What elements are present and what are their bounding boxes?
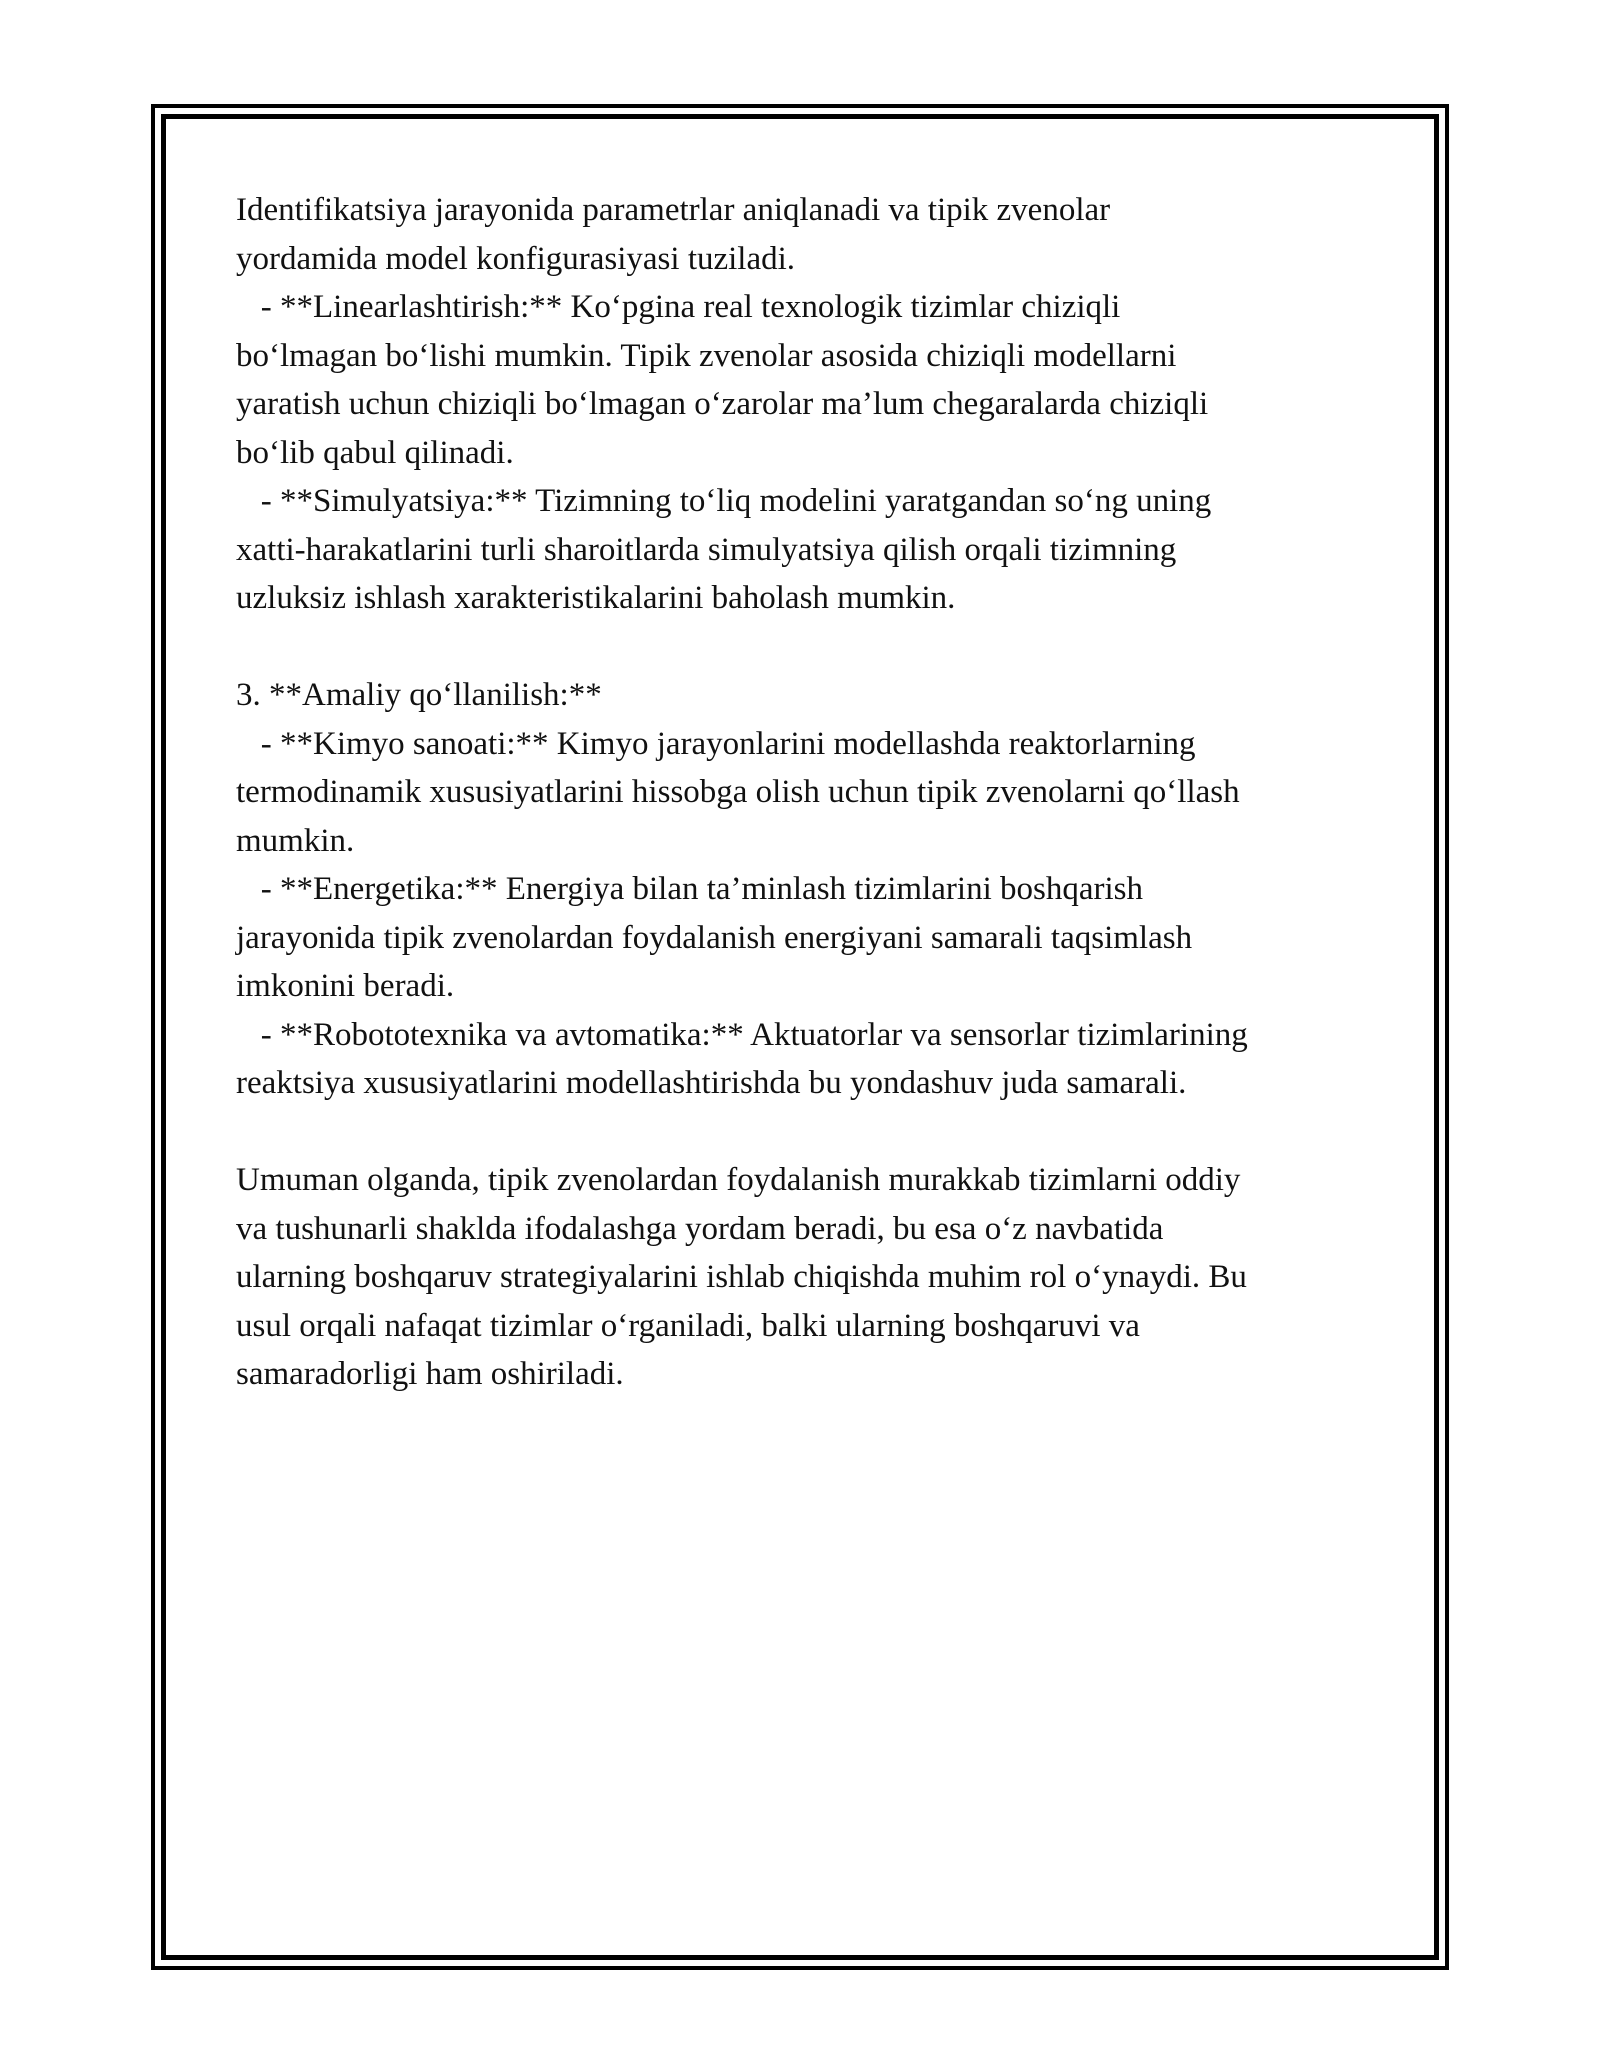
- text-line: reaktsiya xususiyatlarini modellashtirishda bu yondashuv juda samarali.: [236, 1065, 1187, 1101]
- section-practical-application: [236, 671, 1376, 1108]
- text-line: - **Kimyo sanoati:** Kimyo jarayonlarini modellashda reaktorlarning: [236, 725, 1196, 762]
- text-line: - **Energetika:** Energiya bilan ta’minlash tizimlarini boshqarish: [236, 871, 1143, 907]
- text-line: imkonini beradi.: [236, 968, 455, 1004]
- text-line: va tushunarli shaklda ifodalashga yordam beradi, bu esa o‘z navbatida: [236, 1210, 1164, 1247]
- document-body: [236, 186, 1376, 1399]
- text-line: - **Linearlashtirish:** Ko‘pgina real texnologik tizimlar chiziqli: [236, 289, 1121, 325]
- text-line: uzluksiz ishlash xarakteristikalarini baholash mumkin.: [236, 580, 956, 616]
- text-line: yaratish uchun chiziqli bo‘lmagan o‘zarolar ma’lum chegaralarda chiziqli: [236, 386, 1209, 422]
- text-line: xatti-harakatlarini turli sharoitlarda simulyatsiya qilish orqali tizimning: [236, 531, 1177, 568]
- text-line: yordamida model konfigurasiyasi tuziladi.: [236, 240, 796, 277]
- text-line: bo‘lib qabul qilinadi.: [236, 434, 514, 471]
- paragraph-conclusion: [236, 1156, 1376, 1399]
- text-line: usul orqali nafaqat tizimlar o‘rganiladi, balki ularning boshqaruvi va: [236, 1307, 1140, 1344]
- text-line: mumkin.: [236, 822, 355, 859]
- text-line: Identifikatsiya jarayonida parametrlar aniqlanadi va tipik zvenolar: [236, 192, 1111, 228]
- text-line: ularning boshqaruv strategiyalarini ishlab chiqishda muhim rol o‘ynaydi. Bu: [236, 1259, 1247, 1295]
- text-line: jarayonida tipik zvenolardan foydalanish energiyani samarali taqsimlash: [236, 919, 1193, 956]
- text-line: samaradorligi ham oshiriladi.: [236, 1356, 624, 1392]
- paragraph-spacer: [236, 623, 1376, 672]
- text-line: Umuman olganda, tipik zvenolardan foydalanish murakkab tizimlarni oddiy: [236, 1162, 1241, 1198]
- section-heading: 3. **Amaliy qo‘llanilish:**: [236, 677, 602, 713]
- text-line: termodinamik xususiyatlarini hissobga olish uchun tipik zvenolarni qo‘llash: [236, 774, 1240, 810]
- paragraph-spacer: [236, 1108, 1376, 1157]
- text-line: - **Robototexnika va avtomatika:** Aktuatorlar va sensorlar tizimlarining: [236, 1016, 1248, 1053]
- text-line: bo‘lmagan bo‘lishi mumkin. Tipik zvenolar asosida chiziqli modellarni: [236, 337, 1177, 374]
- paragraph-identification: [236, 186, 1376, 623]
- text-line: - **Simulyatsiya:** Tizimning to‘liq modelini yaratgandan so‘ng uning: [236, 483, 1212, 519]
